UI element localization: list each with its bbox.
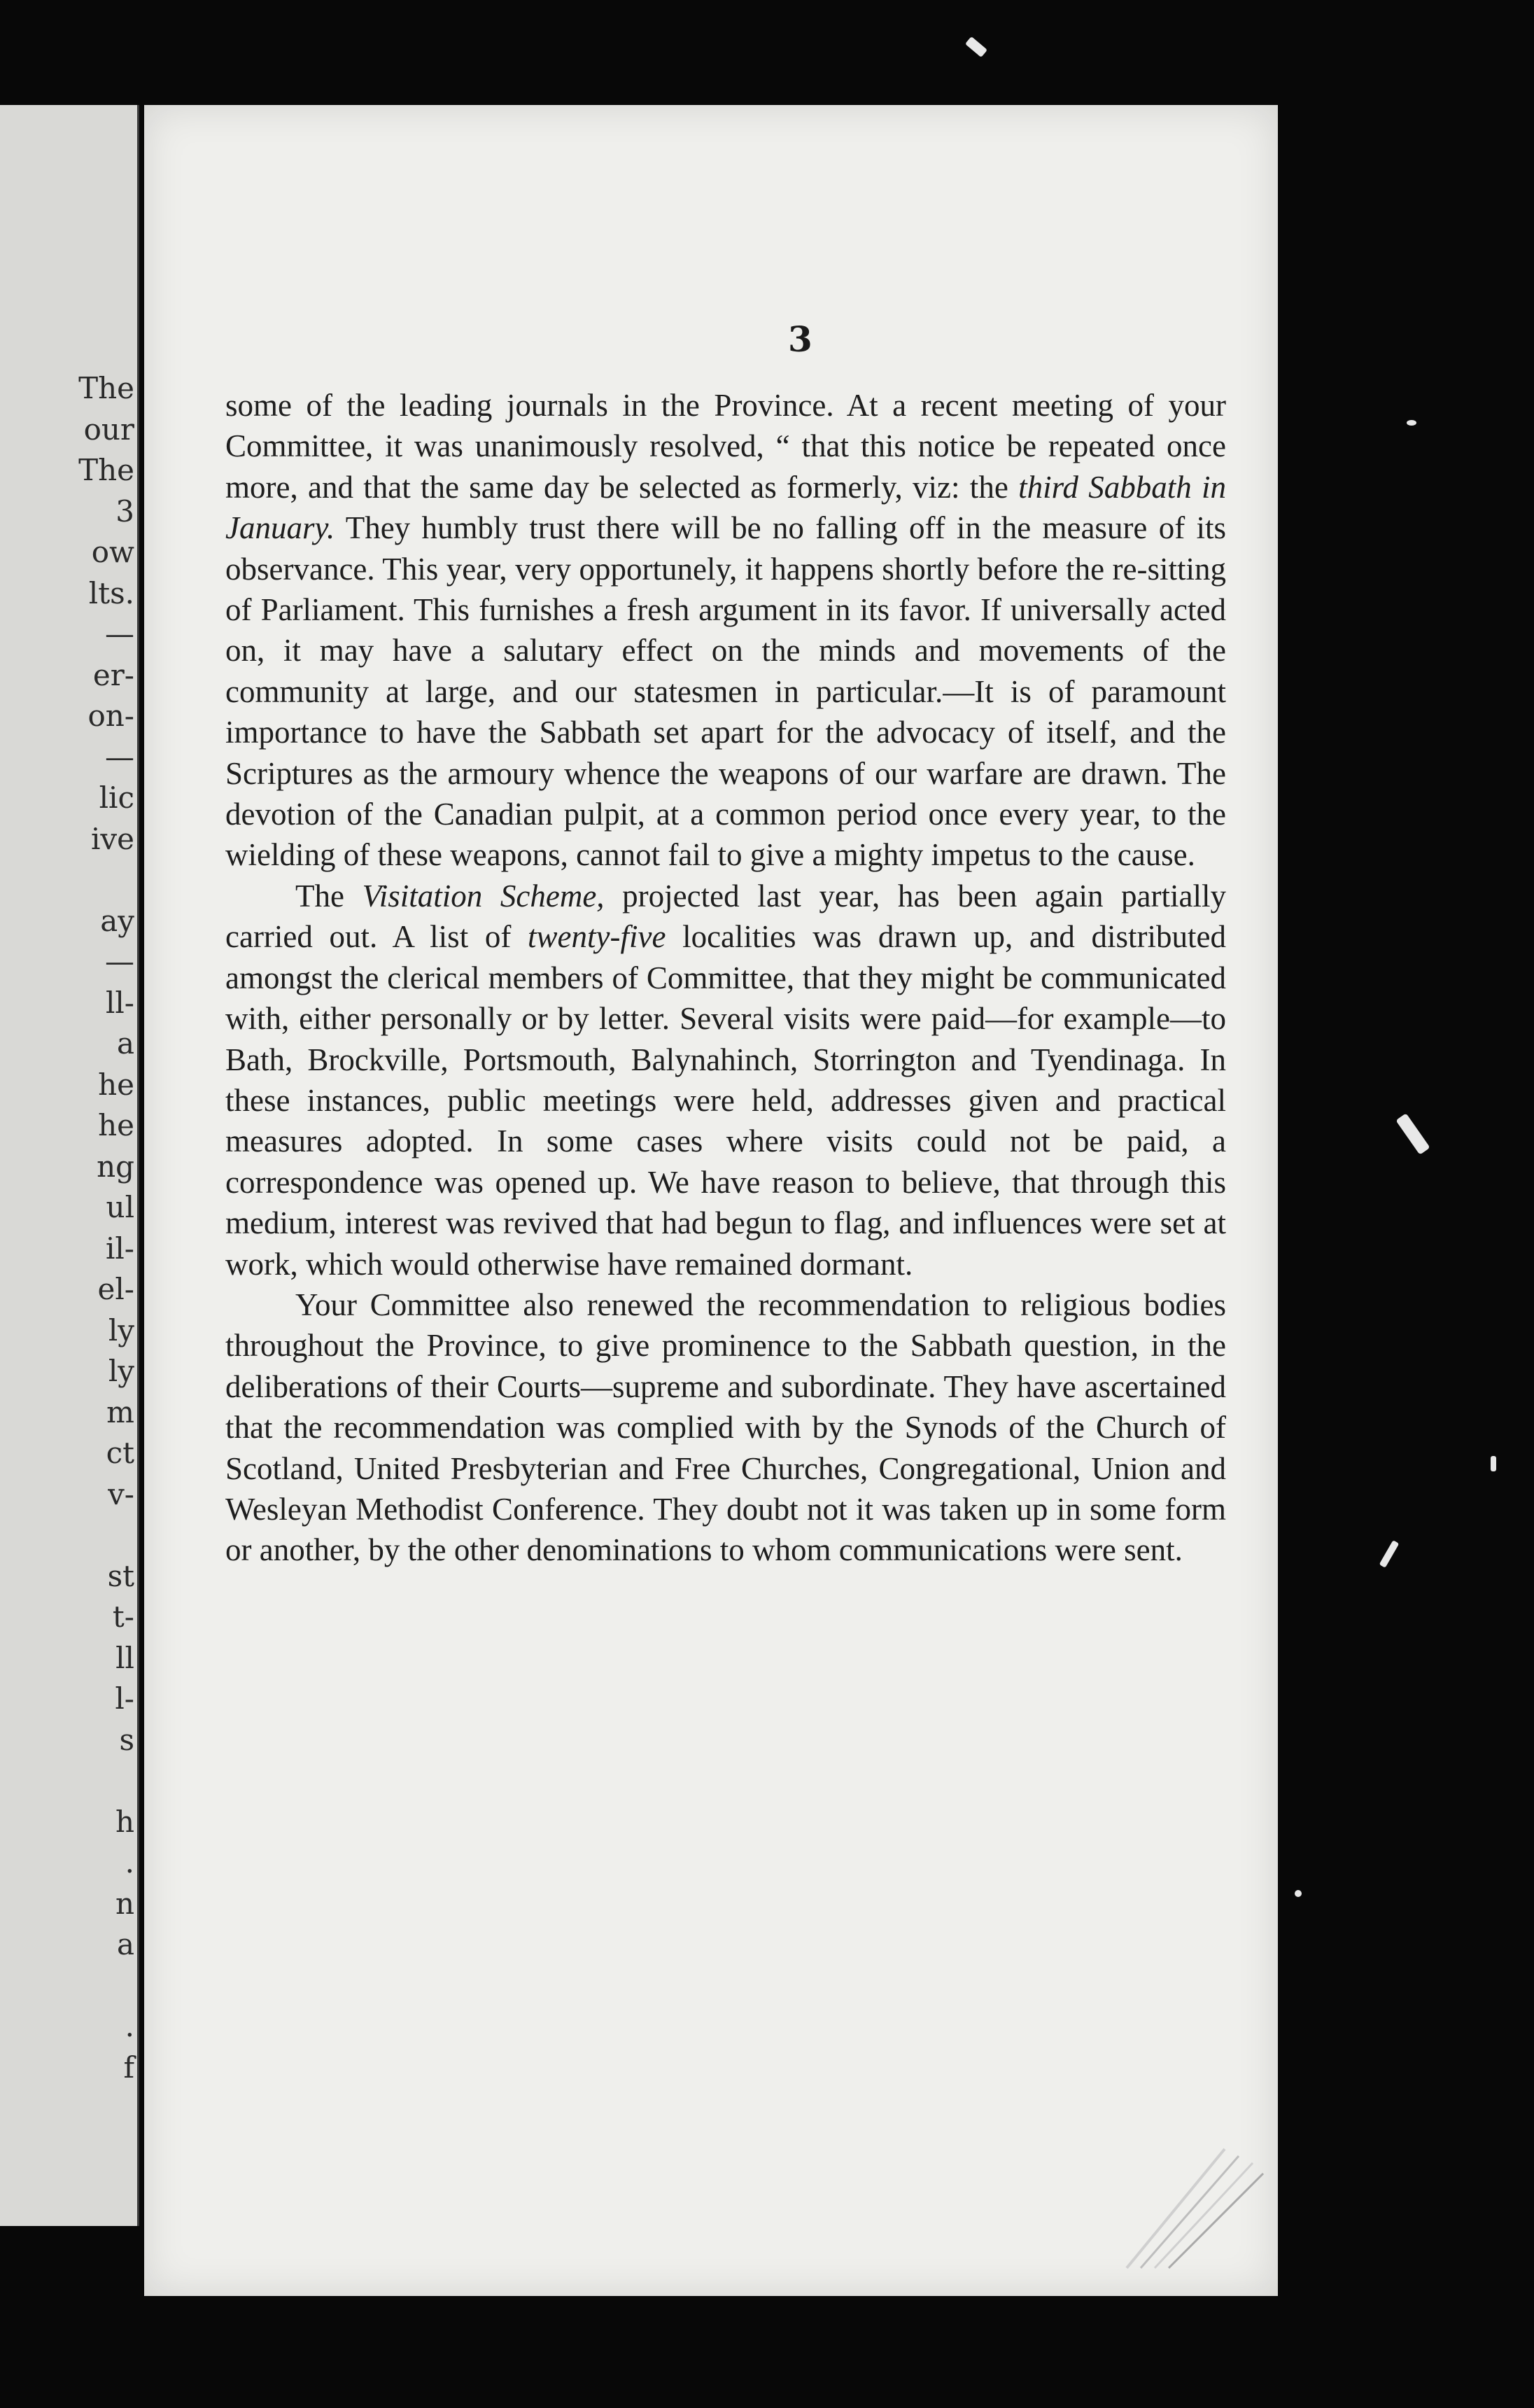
adjacent-page-line: lts. (88, 575, 134, 610)
adjacent-page-line: el- (97, 1272, 134, 1306)
dust-speck (1295, 1890, 1302, 1897)
adjacent-page-line: our (83, 412, 134, 447)
adjacent-page-line: ul (106, 1190, 134, 1224)
adjacent-page-line: m (106, 1394, 134, 1429)
adjacent-page-line: The (78, 453, 134, 487)
text-run: Your Committee also renewed the recommendation to religious bodies throughout the Province, to give prominence to the Sabbath question, in the deliberations of their Courts—supreme and subordinate. They have ascertained that the recommendation was complied with by the Synods of the Church of Scotland, United Presbyterian and Free Churches, Congregational, Union and Wesleyan Methodist Conference. They doubt not it was taken up in some form or another, by the other denominations to whom communications were sent. (225, 1287, 1226, 1568)
adjacent-page-line: on- (87, 699, 134, 733)
adjacent-page-line: st (107, 1558, 134, 1593)
adjacent-page-line: ll (115, 1640, 134, 1675)
adjacent-page-line: — (105, 944, 134, 979)
text-run: They humbly trust there will be no falling off in the measure of its observance. This year, very opportunely, it happens shortly before the re-sitting of Parliament. This furnishes a fresh argument in its favor. If universally acted on, it may have a salutary effect on the minds and movements of the community at large, and our statesmen in particular.—It is of paramount importance to have the Sabbath set apart for the advocacy of itself, and the Scriptures as the armoury whence the weapons of our warfare are drawn. The devotion of the Canadian pulpit, at a common period once every year, to the wielding of these weapons, cannot fail to give a mighty impetus to the cause. (225, 510, 1226, 873)
adjacent-page-line: l- (115, 1681, 134, 1716)
adjacent-page-line: a (116, 1927, 134, 1961)
italic-phrase: twenty-five (528, 919, 666, 955)
adjacent-page-line: h (115, 1804, 134, 1839)
dust-speck (1407, 420, 1416, 426)
text-run: some of the leading journals in the Province. At a recent meeting of your Committee, it was unanimously resolved, “ that this notice be repeated once more, and that the same day be selected as formerly, viz: the (225, 388, 1226, 505)
document-page (144, 105, 1278, 2296)
adjacent-page-line: s (119, 1722, 134, 1757)
dust-speck (965, 36, 987, 57)
text-run: projected last year, has been again partially carried out. A list of (225, 878, 1227, 955)
adjacent-page-line: ay (100, 903, 134, 938)
page-corner-fold (1120, 2135, 1274, 2275)
adjacent-page-fragment (0, 105, 139, 2226)
adjacent-page-line: v- (108, 1476, 134, 1511)
adjacent-page-line: lic (99, 780, 134, 815)
adjacent-page-line: . (125, 2009, 134, 2043)
adjacent-page-line: ive (90, 821, 134, 856)
paragraph (225, 876, 1226, 1284)
adjacent-page-line: . (125, 1845, 134, 1879)
adjacent-page-line: n (115, 1886, 134, 1921)
dust-speck (1491, 1456, 1496, 1471)
italic-phrase: Visitation Scheme, (362, 878, 605, 913)
adjacent-page-line: il- (105, 1231, 134, 1266)
adjacent-page-line: ll- (105, 985, 134, 1020)
text-run: localities was drawn up, and distributed amongst the clerical members of Committee, that they might be communicated with, either personally or by letter. Several visits were paid—for example—to Bath, Brockville, Portsmouth, Balynahinch, Storrington and Tyendinaga. In these instances, public meetings were held, addresses given and practical measures adopted. In some cases where visits could not be paid, a correspondence was opened up. We have reason to believe, that through this medium, interest was revived that had begun to flag, and influences were set at work, which would otherwise have remained dormant. (225, 919, 1226, 1282)
adjacent-page-line: ly (108, 1354, 134, 1388)
italic-phrase: third Sabbath in January. (225, 469, 1226, 546)
dust-speck (1395, 1113, 1430, 1154)
text-run: The (295, 878, 363, 913)
adjacent-page-line: he (98, 1067, 134, 1102)
adjacent-page-line: ly (108, 1312, 134, 1348)
adjacent-page-line: — (105, 617, 134, 651)
adjacent-page-line: a (116, 1026, 134, 1060)
adjacent-page-line: he (98, 1108, 134, 1142)
adjacent-page-line: f (123, 2050, 134, 2085)
adjacent-page-line: ct (106, 1436, 134, 1470)
adjacent-page-line: — (105, 739, 134, 774)
dust-speck (1379, 1540, 1400, 1568)
adjacent-page-line: 3 (115, 493, 134, 528)
adjacent-page-line: t- (112, 1600, 134, 1634)
body-text (225, 385, 1226, 1571)
paragraph (225, 1284, 1226, 1571)
adjacent-page-line: ow (91, 535, 134, 569)
adjacent-page-line: The (78, 371, 134, 405)
adjacent-page-line: er- (92, 657, 134, 692)
page-number: 3 (788, 318, 812, 360)
paragraph (225, 385, 1226, 876)
adjacent-page-line: ng (97, 1149, 134, 1184)
